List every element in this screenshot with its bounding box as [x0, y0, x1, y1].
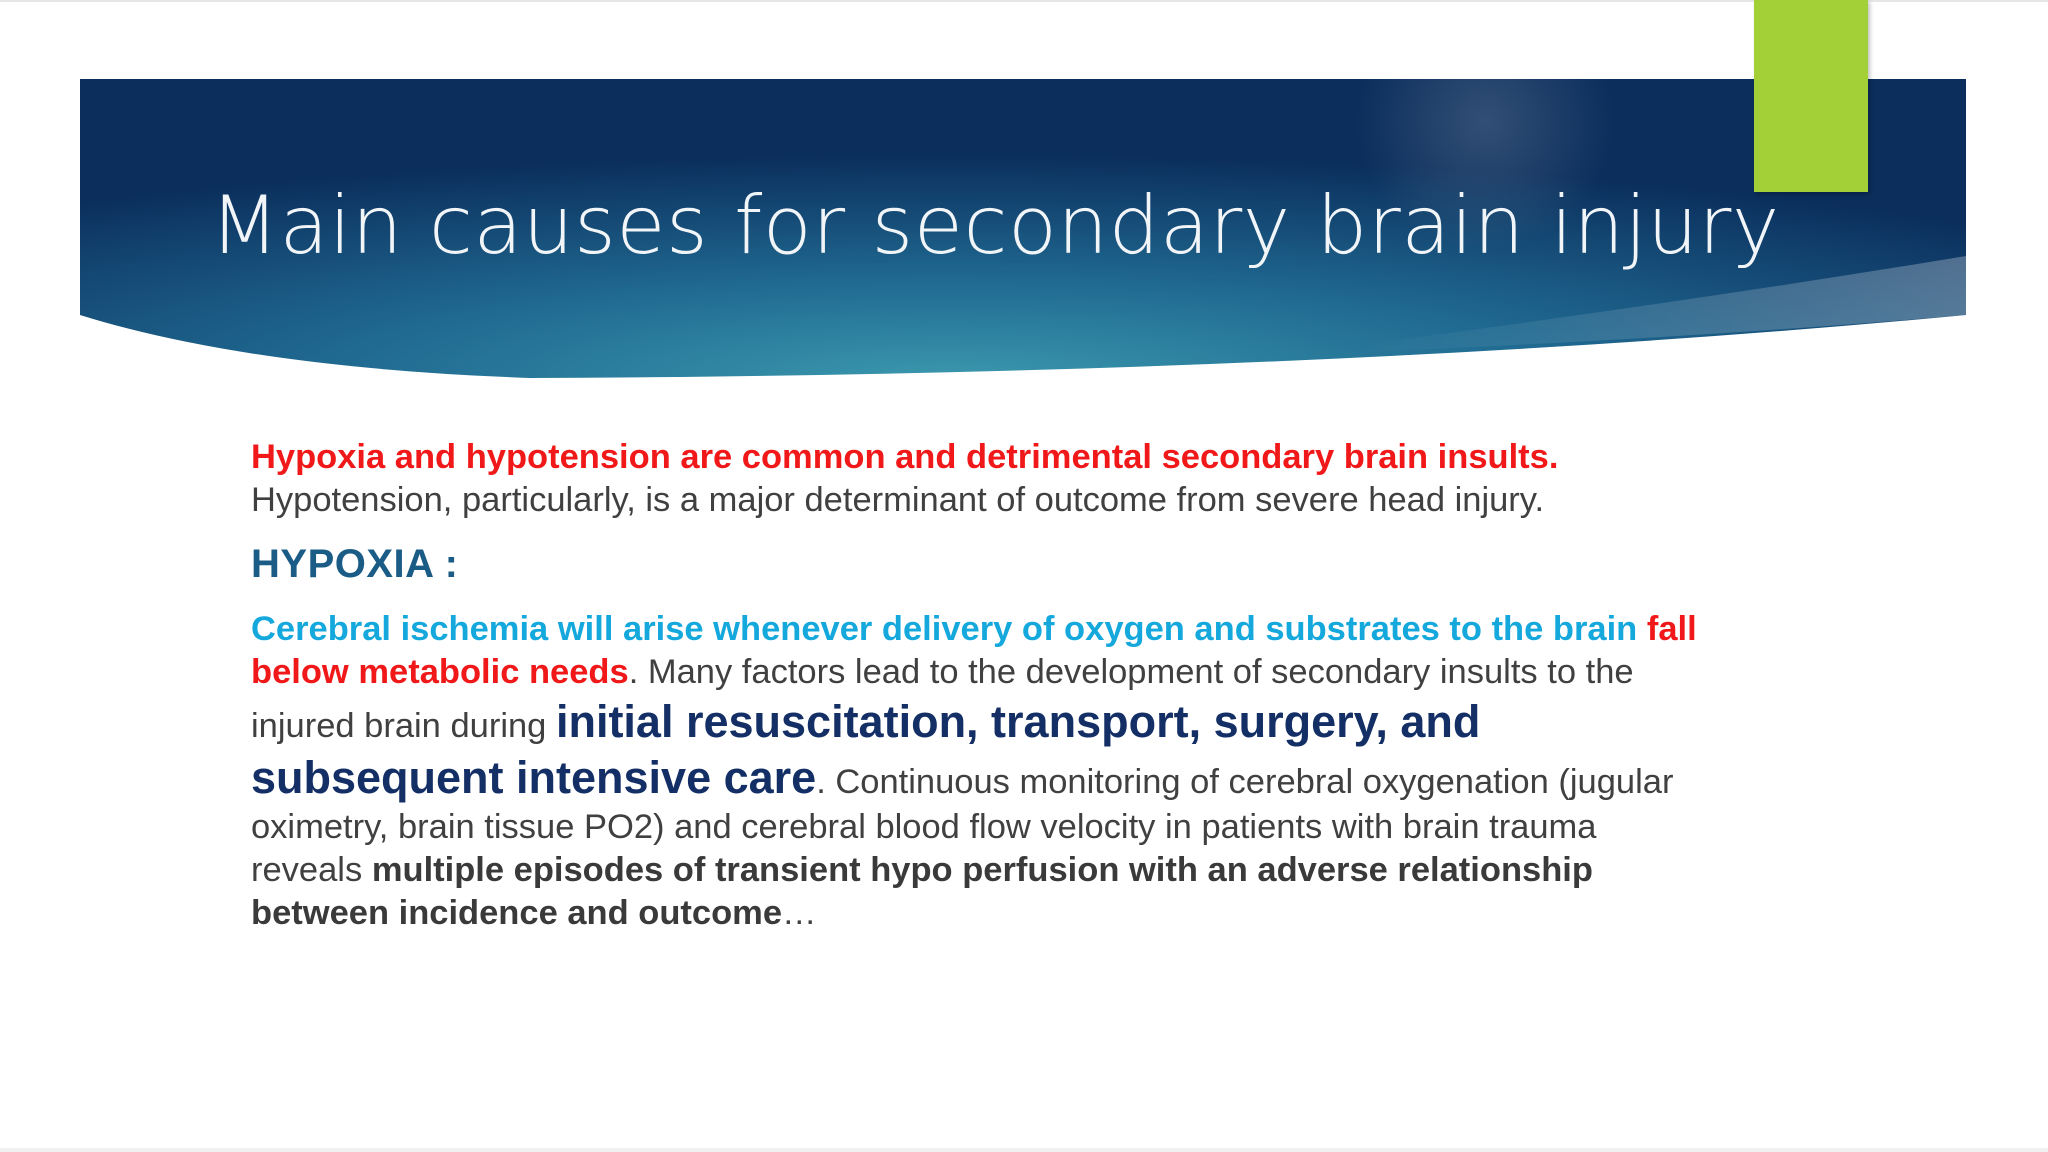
episodes-text: multiple episodes of transient hypo perfusion with an adverse relationship between incidence and outcome — [251, 851, 1593, 932]
monitoring-text: . Continuous monitoring of cerebral oxygenation (jugular oximetry, brain tissue PO2) and cerebral blood flow velocity in patients with brain trauma reveals — [251, 763, 1674, 889]
bottom-divider — [0, 1148, 2048, 1152]
intro-lead-text: Hypoxia and hypotension are common and detrimental secondary brain insults. — [251, 438, 1559, 476]
detail-paragraph — [251, 608, 1711, 935]
accent-bar — [1754, 0, 1868, 192]
ischemia-text: Cerebral ischemia will arise whenever delivery of oxygen and substrates to the brain — [251, 610, 1638, 648]
phases-text: initial resuscitation, transport, surgery, and subsequent intensive care — [251, 696, 1481, 803]
ellipsis-text: … — [782, 894, 817, 932]
intro-rest-text: Hypotension, particularly, is a major determinant of outcome from severe head injury. — [251, 481, 1545, 519]
intro-paragraph — [251, 436, 1711, 522]
slide-body — [251, 436, 1711, 935]
factors-text: . Many factors lead to the development of secondary insults to the injured brain during — [251, 653, 1634, 745]
slide-title: Main causes for secondary brain injury — [210, 179, 1780, 272]
metabolic-needs-text: fall below metabolic needs — [251, 610, 1697, 691]
hypoxia-heading: HYPOXIA : — [251, 542, 459, 586]
